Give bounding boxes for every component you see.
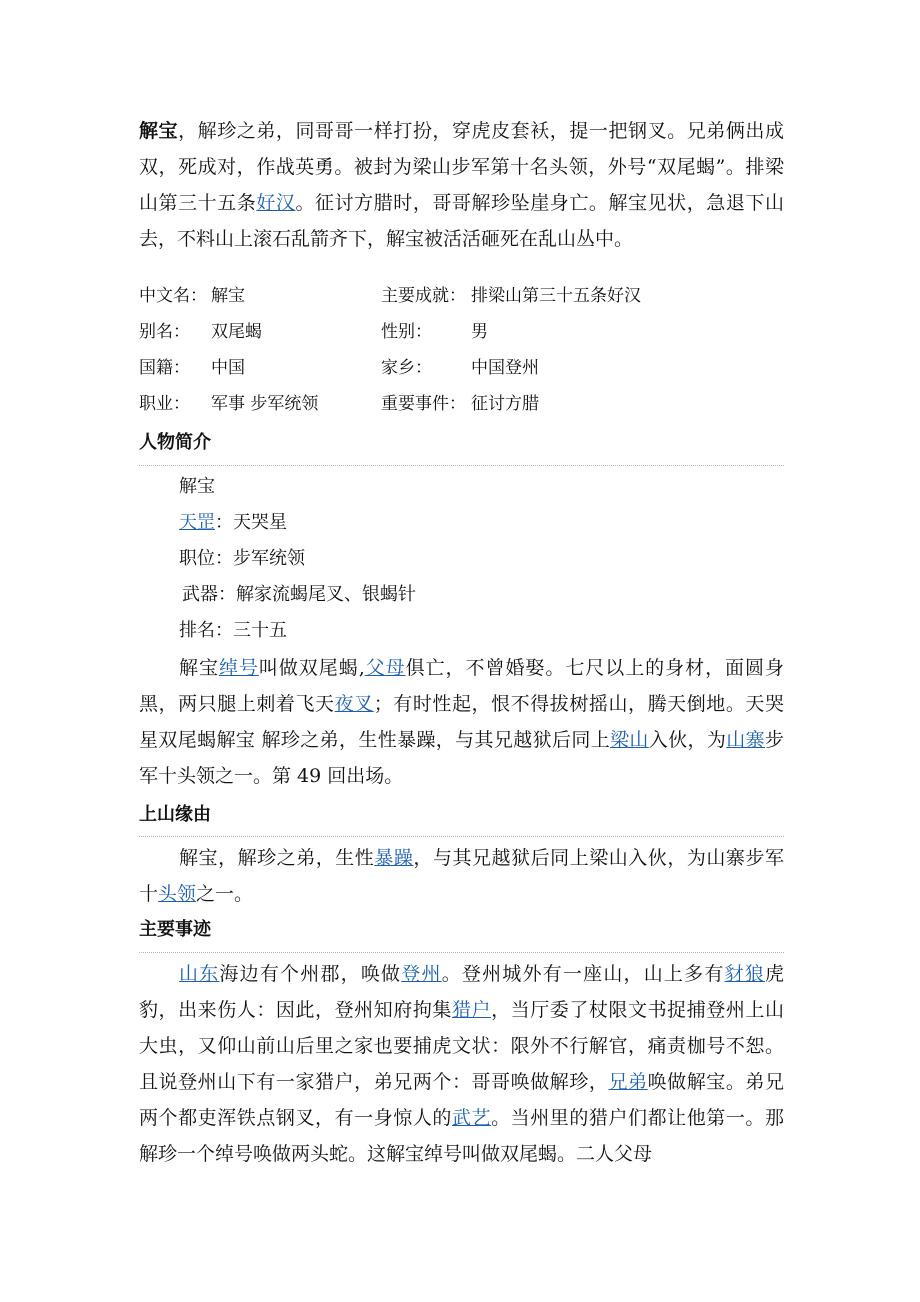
info-value: 中国登州 [471, 358, 539, 378]
link-liehu[interactable]: 猎户 [451, 999, 492, 1021]
link-shanzhai[interactable]: 山寨 [726, 729, 765, 751]
link-shandong[interactable]: 山东 [179, 963, 220, 985]
link-wuyi[interactable]: 武艺 [451, 1107, 492, 1129]
section-divider [139, 836, 784, 837]
info-label: 重要事件： [381, 394, 466, 414]
intro-text-2: 。征讨方腊时，哥哥解珍坠崖身亡。解宝见状，急退下山去，不料山上滚石乱箭齐下，解宝被活活砸死在乱山丛中。 [139, 192, 784, 250]
info-label: 主要成就： [381, 286, 466, 306]
info-value: 双尾蝎 [211, 322, 262, 342]
section-divider [139, 952, 784, 953]
info-value: 解宝 [211, 286, 245, 306]
link-haohan[interactable]: 好汉 [256, 192, 296, 214]
link-tiangang[interactable]: 天罡 [179, 512, 215, 533]
link-chuohao[interactable]: 绰号 [218, 657, 259, 679]
link-yecha[interactable]: 夜叉 [334, 693, 374, 715]
info-value: 中国 [211, 358, 245, 378]
profile-paragraph: 解宝绰号叫做双尾蝎,父母俱亡，不曾婚娶。七尺以上的身材，面圆身黑，两只腿上刺着飞天夜叉；有时性起，恨不得拔树摇山，腾天倒地。天哭星双尾蝎解宝 解珍之弟，生性暴躁，与其兄越狱后同上梁山入伙，为山寨步军十头领之一。第 49 回出场。 [139, 657, 784, 787]
info-label: 职业： [139, 394, 190, 414]
info-value: 征讨方腊 [471, 394, 539, 414]
link-baozao[interactable]: 暴躁 [374, 847, 414, 869]
reason-paragraph: 解宝，解珍之弟，生性暴躁，与其兄越狱后同上梁山入伙，为山寨步军十头领之一。 [139, 847, 784, 905]
info-label: 性别： [381, 322, 432, 342]
section-heading-profile: 人物简介 [139, 432, 211, 453]
profile-name: 解宝 [179, 476, 215, 497]
section-heading-reason: 上山缘由 [139, 804, 211, 825]
profile-star: 天罡：天哭星 [179, 512, 287, 533]
section-heading-deeds: 主要事迹 [139, 919, 211, 940]
info-label: 国籍： [139, 358, 190, 378]
link-liangshan[interactable]: 梁山 [610, 729, 649, 751]
info-value: 排梁山第三十五条好汉 [471, 286, 641, 306]
intro-paragraph [139, 113, 784, 257]
deeds-paragraph: 山东海边有个州郡，唤做登州。登州城外有一座山，山上多有豺狼虎豹，出来伤人：因此，登州知府拘集猎户，当厅委了杖限文书捉捕登州上山大虫，又仰山前山后里之家也要捕虎文状：限外不行解官，痛责枷号不恕。且说登州山下有一家猎户，弟兄两个：哥哥唤做解珍，兄弟唤做解宝。弟兄两个都吏浑铁点钢叉，有一身惊人的武艺。当州里的猎户们都让他第一。那解珍一个绰号唤做两头蛇。这解宝绰号叫做双尾蝎。二人父母 [139, 963, 784, 1165]
link-touling[interactable]: 头领 [158, 883, 197, 905]
profile-weapon: 武器：解家流蝎尾叉、银蝎针 [182, 584, 416, 605]
link-fumu[interactable]: 父母 [364, 657, 406, 679]
info-value: 军事 步军统领 [211, 394, 319, 414]
link-dengzhou[interactable]: 登州 [401, 963, 442, 985]
info-label: 家乡： [381, 358, 432, 378]
section-divider [139, 465, 784, 466]
info-label: 中文名： [139, 286, 207, 306]
info-value: 男 [471, 322, 488, 342]
intro-text-1: ，解珍之弟，同哥哥一样打扮，穿虎皮套袄，提一把钢叉。兄弟俩出成双，死成对，作战英勇。被封为梁山步军第十名头领，外号“双尾蝎”。排梁山第三十五条 [139, 120, 784, 214]
profile-position: 职位：步军统领 [179, 548, 305, 569]
info-label: 别名： [139, 322, 190, 342]
profile-rank: 排名：三十五 [179, 620, 287, 641]
link-xiongdi[interactable]: 兄弟 [608, 1071, 648, 1093]
link-chailang[interactable]: 豺狼 [724, 963, 765, 985]
intro-name: 解宝 [139, 120, 179, 142]
